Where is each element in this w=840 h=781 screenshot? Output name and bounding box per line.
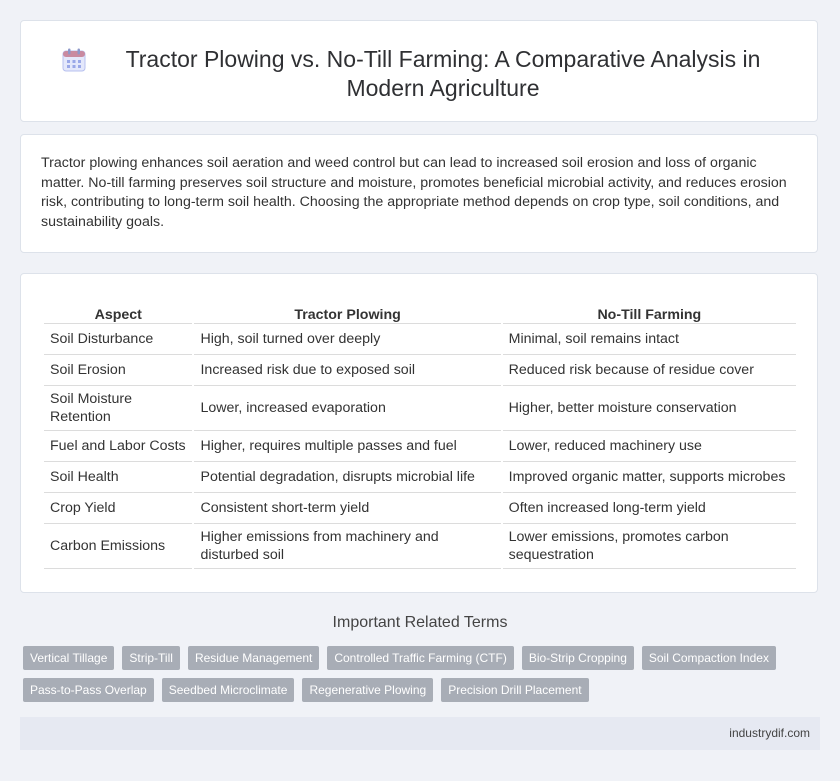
cell-tractor-plowing: Consistent short-term yield <box>194 493 500 524</box>
table-row <box>44 493 796 524</box>
term-tag[interactable]: Bio-Strip Cropping <box>522 646 634 670</box>
cell-no-till-farming: Reduced risk because of residue cover <box>503 355 796 386</box>
title-card <box>20 20 818 122</box>
comparison-card <box>20 273 818 593</box>
table-row <box>44 355 796 386</box>
intro-paragraph: Tractor plowing enhances soil aeration and weed control but can lead to increased soil erosion and loss of organic matter. No-till farming preserves soil structure and moisture, promotes beneficial microbial activity, and reduces erosion risk, contributing to long-term soil health. Choosing the appropriate method depends on crop type, soil conditions, and sustainability goals. <box>41 155 787 230</box>
term-tag[interactable]: Precision Drill Placement <box>441 678 588 702</box>
title-wrap <box>21 21 817 103</box>
table-row <box>44 431 796 462</box>
cell-no-till-farming: Higher, better moisture conservation <box>503 386 796 431</box>
term-tag[interactable]: Strip-Till <box>122 646 180 670</box>
cell-aspect: Fuel and Labor Costs <box>44 431 192 462</box>
footer-site-link[interactable]: industrydif.com <box>729 726 810 740</box>
cell-no-till-farming: Lower emissions, promotes carbon sequestration <box>503 524 796 569</box>
term-tag[interactable]: Seedbed Microclimate <box>162 678 295 702</box>
term-tag[interactable]: Residue Management <box>188 646 319 670</box>
footer <box>20 717 820 750</box>
cell-tractor-plowing: Higher emissions from machinery and disturbed soil <box>194 524 500 569</box>
cell-aspect: Carbon Emissions <box>44 524 192 569</box>
comparison-table <box>42 295 798 569</box>
table-row <box>44 386 796 431</box>
cell-no-till-farming: Minimal, soil remains intact <box>503 324 796 355</box>
cell-no-till-farming: Often increased long-term yield <box>503 493 796 524</box>
cell-tractor-plowing: Increased risk due to exposed soil <box>194 355 500 386</box>
intro-card <box>20 134 818 253</box>
related-terms-heading: Important Related Terms <box>332 614 508 631</box>
cell-aspect: Soil Erosion <box>44 355 192 386</box>
header-no-till-farming: No-Till Farming <box>503 295 796 324</box>
cell-aspect: Soil Health <box>44 462 192 493</box>
term-tag[interactable]: Vertical Tillage <box>23 646 114 670</box>
header-aspect: Aspect <box>44 295 192 324</box>
term-tag[interactable]: Regenerative Plowing <box>302 678 433 702</box>
related-terms-list <box>23 646 823 702</box>
header-tractor-plowing: Tractor Plowing <box>194 295 500 324</box>
table-header-row <box>44 295 796 324</box>
cell-tractor-plowing: Lower, increased evaporation <box>194 386 500 431</box>
table-row <box>44 324 796 355</box>
cell-tractor-plowing: Potential degradation, disrupts microbial life <box>194 462 500 493</box>
table-row <box>44 524 796 569</box>
cell-aspect: Crop Yield <box>44 493 192 524</box>
cell-no-till-farming: Lower, reduced machinery use <box>503 431 796 462</box>
cell-aspect: Soil Moisture Retention <box>44 386 192 431</box>
page-title: Tractor Plowing vs. No-Till Farming: A Comparative Analysis in Modern Agriculture <box>125 46 761 101</box>
table-row <box>44 462 796 493</box>
cell-tractor-plowing: Higher, requires multiple passes and fuel <box>194 431 500 462</box>
cell-tractor-plowing: High, soil turned over deeply <box>194 324 500 355</box>
term-tag[interactable]: Soil Compaction Index <box>642 646 776 670</box>
term-tag[interactable]: Controlled Traffic Farming (CTF) <box>327 646 513 670</box>
calendar-icon <box>61 47 87 73</box>
cell-no-till-farming: Improved organic matter, supports microbes <box>503 462 796 493</box>
cell-aspect: Soil Disturbance <box>44 324 192 355</box>
term-tag[interactable]: Pass-to-Pass Overlap <box>23 678 154 702</box>
